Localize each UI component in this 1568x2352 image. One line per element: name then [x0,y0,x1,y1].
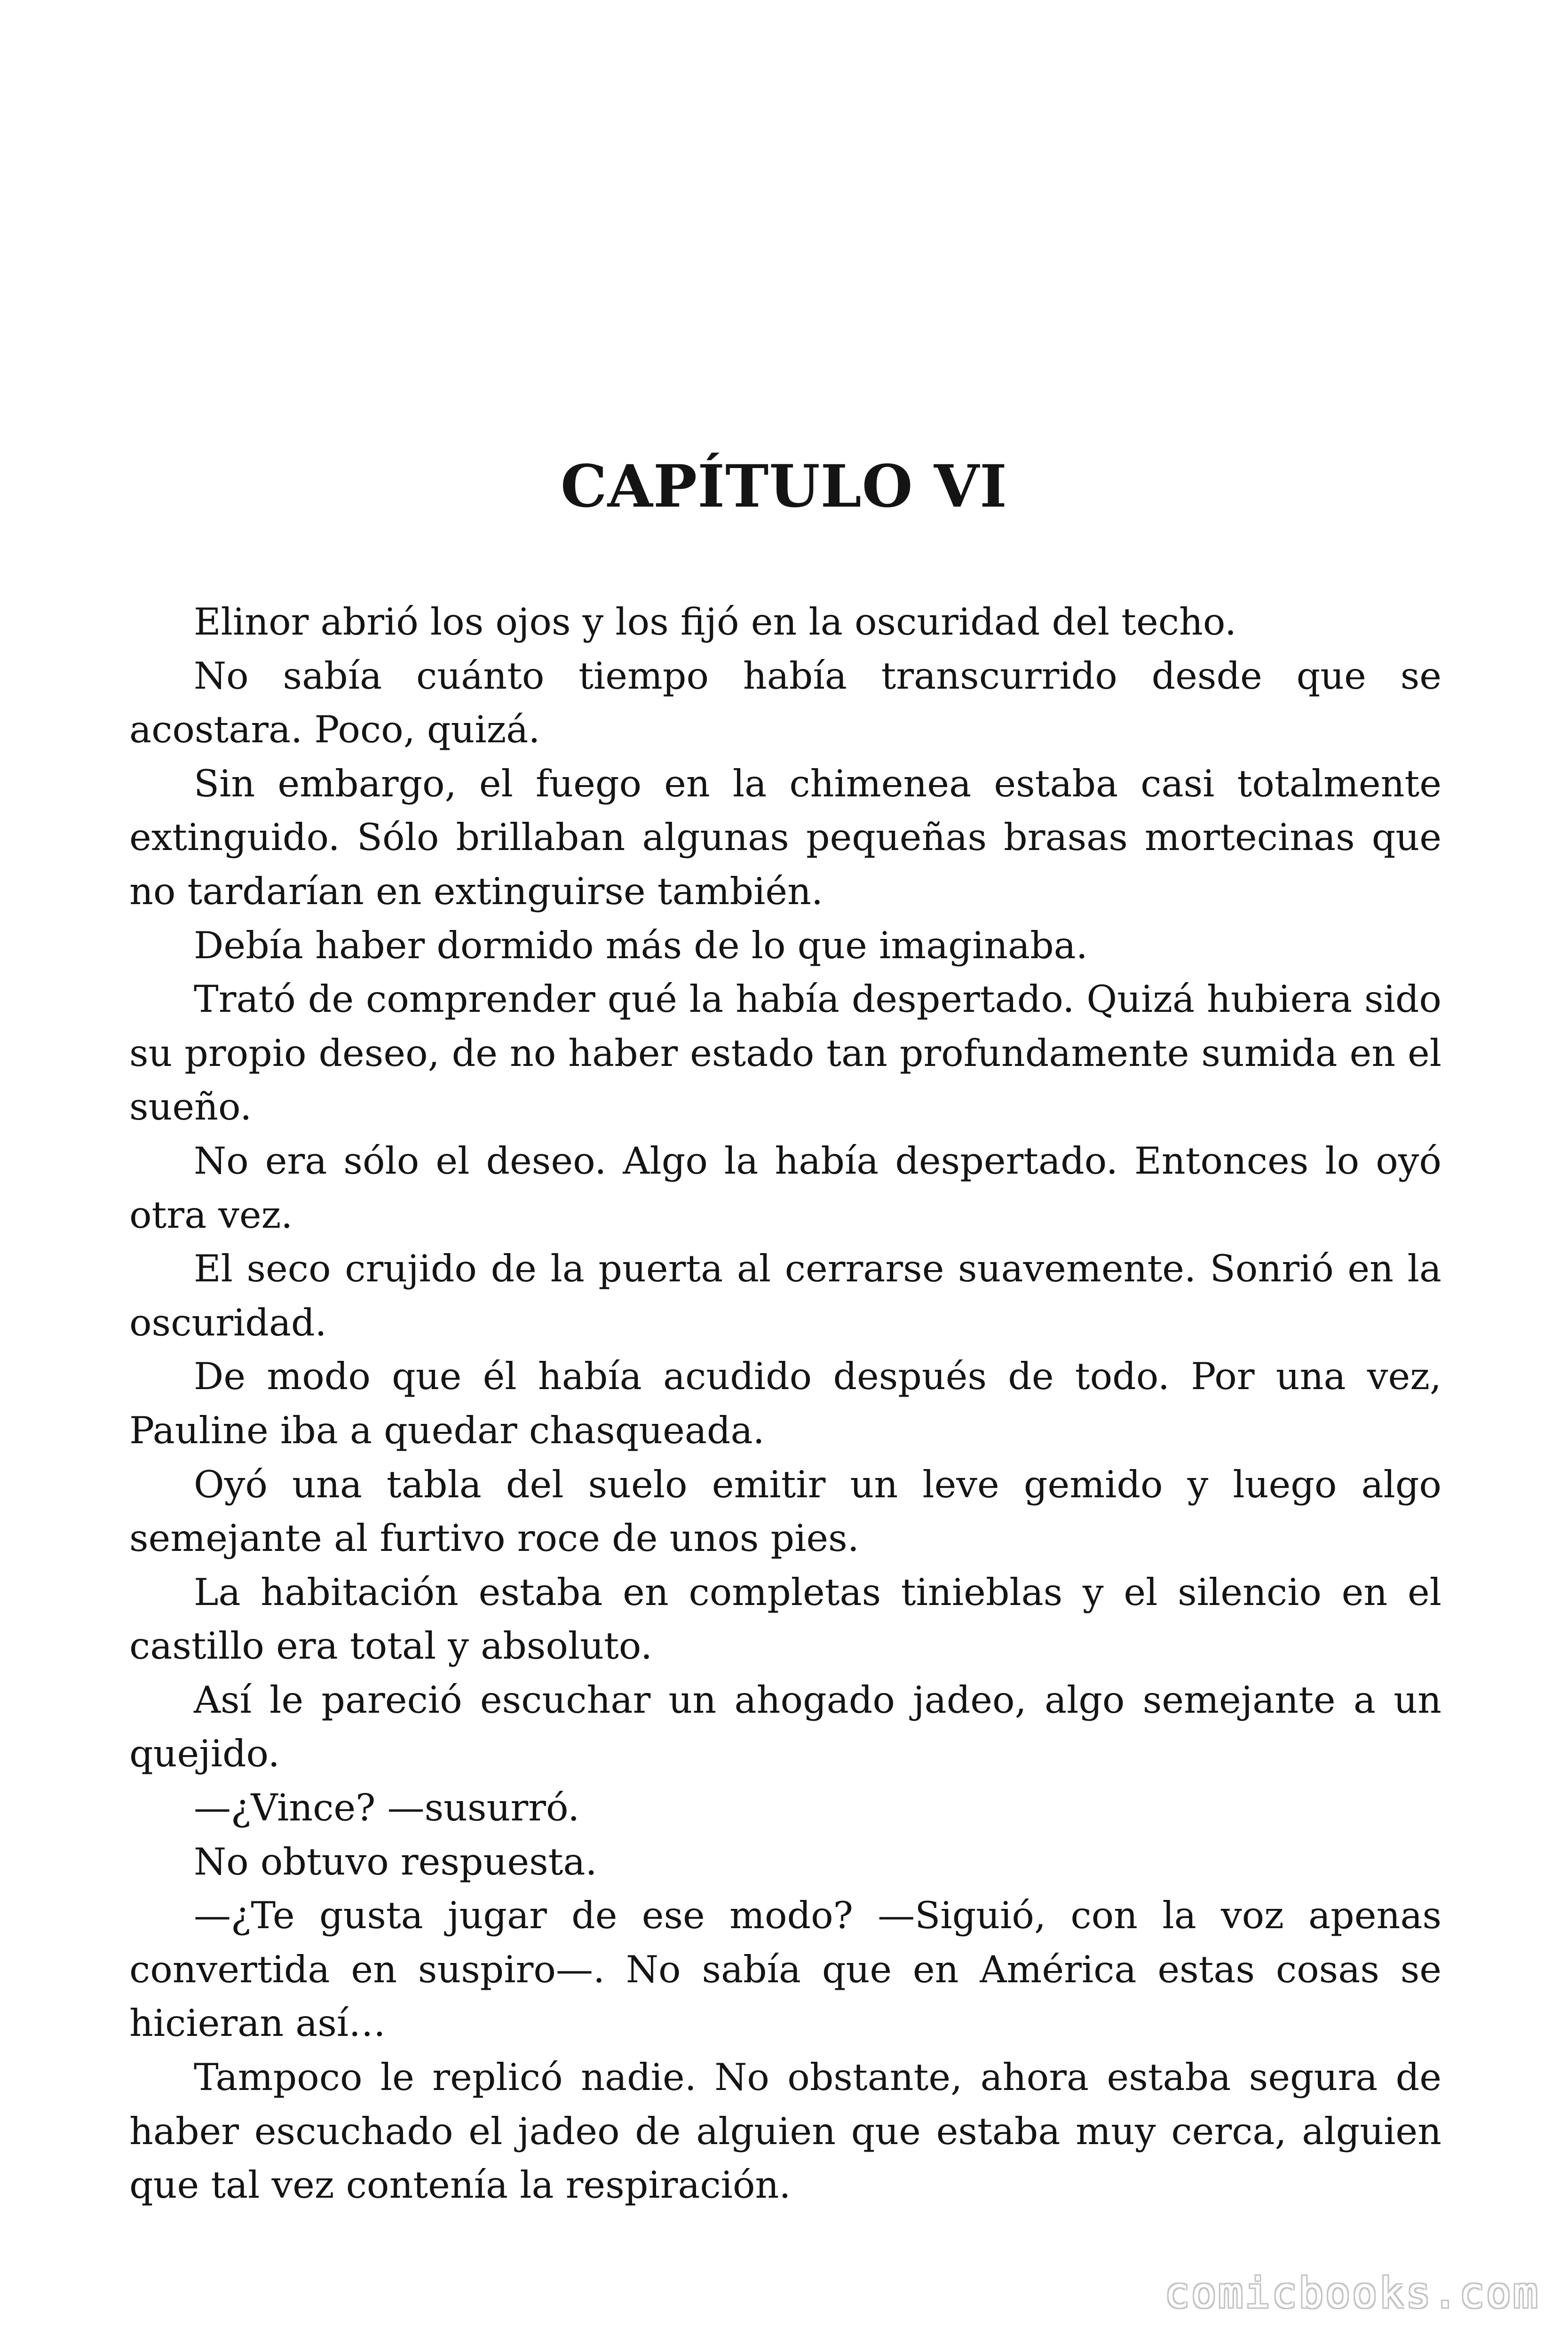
paragraph: De modo que él había acudido después de todo. Por una vez, Pauline iba a quedar chasqueada. [129,1355,1441,1452]
chapter-body [129,595,1441,2212]
chapter-title: CAPÍTULO VI [560,453,1008,521]
paragraph: No era sólo el deseo. Algo la había despertado. Entonces lo oyó otra vez. [129,1139,1441,1237]
paragraph: No sabía cuánto tiempo había transcurrido desde que se acostara. Poco, quizá. [129,654,1441,752]
paragraph: Sin embargo, el fuego en la chimenea estaba casi totalmente extinguido. Sólo brillaban algunas pequeñas brasas mortecinas que no tardarían en extinguirse también. [129,762,1441,913]
paragraph: Tampoco le replicó nadie. No obstante, ahora estaba segura de haber escuchado el jadeo de alguien que estaba muy cerca, alguien que tal vez contenía la respiración. [129,2056,1441,2207]
paragraph: —¿Vince? —susurró. [194,1786,580,1830]
paragraph: Debía haber dormido más de lo que imaginaba. [194,923,1088,967]
paragraph: La habitación estaba en completas tinieblas y el silencio en el castillo era total y absoluto. [129,1570,1441,1668]
paragraph: —¿Te gusta jugar de ese modo? —Siguió, con la voz apenas convertida en suspiro—. No sabía que en América estas cosas se hicieran así… [129,1894,1441,2045]
paragraph: Así le pareció escuchar un ahogado jadeo, algo semejante a un quejido. [129,1678,1441,1776]
watermark: comicbooks.com [1164,2269,1540,2317]
paragraph: Oyó una tabla del suelo emitir un leve gemido y luego algo semejante al furtivo roce de unos pies. [129,1462,1441,1560]
paragraph: Trató de comprender qué la había despertado. Quizá hubiera sido su propio deseo, de no haber estado tan profundamente sumida en el sueño. [129,977,1441,1129]
paragraph: No obtuvo respuesta. [194,1840,597,1883]
paragraph: El seco crujido de la puerta al cerrarse suavemente. Sonrió en la oscuridad. [129,1247,1441,1344]
paragraph: Elinor abrió los ojos y los fijó en la oscuridad del techo. [194,600,1237,644]
